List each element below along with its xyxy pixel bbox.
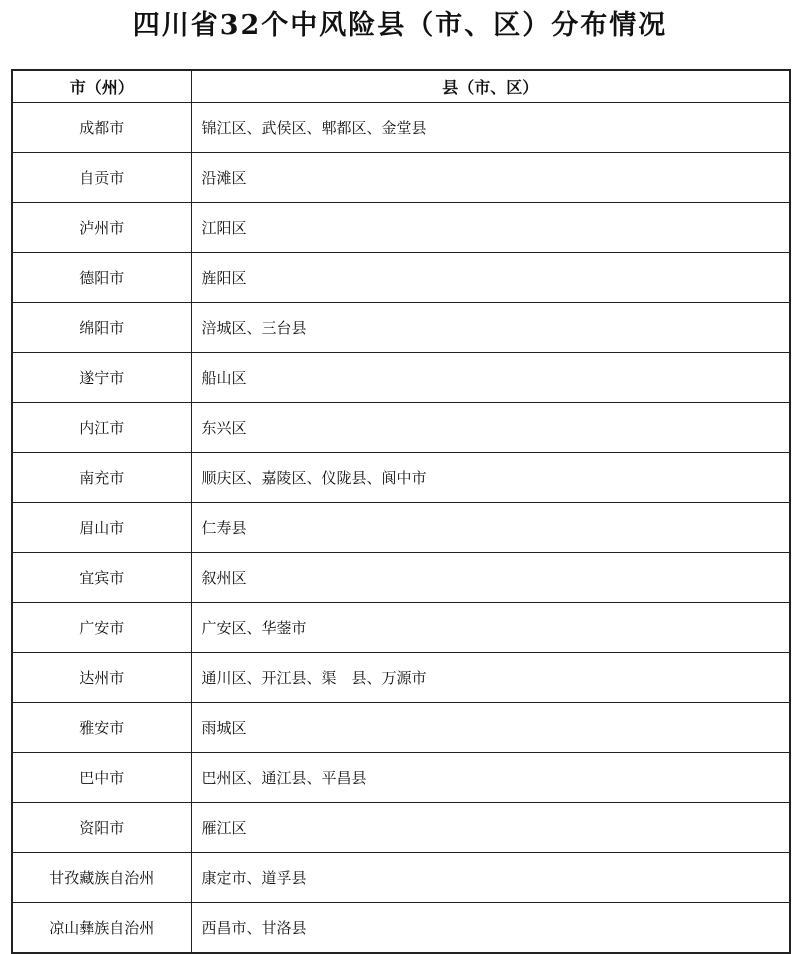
city-cell: 自贡市 [12, 153, 191, 203]
counties-cell: 旌阳区 [191, 253, 790, 303]
table-row [12, 103, 790, 153]
table-row [12, 853, 790, 903]
city-cell: 凉山彝族自治州 [12, 903, 191, 954]
counties-cell: 东兴区 [191, 403, 790, 453]
counties-cell: 船山区 [191, 353, 790, 403]
counties-cell: 涪城区、三台县 [191, 303, 790, 353]
table-row [12, 753, 790, 803]
city-cell: 遂宁市 [12, 353, 191, 403]
counties-cell: 西昌市、甘洛县 [191, 903, 790, 954]
counties-cell: 沿滩区 [191, 153, 790, 203]
counties-cell: 江阳区 [191, 203, 790, 253]
city-cell: 内江市 [12, 403, 191, 453]
header-counties: 县（市、区） [191, 70, 790, 103]
table-row [12, 703, 790, 753]
table-row [12, 353, 790, 403]
counties-cell: 广安区、华蓥市 [191, 603, 790, 653]
table-row [12, 303, 790, 353]
header-city: 市（州） [12, 70, 191, 103]
table-row [12, 453, 790, 503]
city-cell: 南充市 [12, 453, 191, 503]
city-cell: 宜宾市 [12, 553, 191, 603]
counties-cell: 锦江区、武侯区、郫都区、金堂县 [191, 103, 790, 153]
counties-cell: 仁寿县 [191, 503, 790, 553]
city-cell: 巴中市 [12, 753, 191, 803]
city-cell: 眉山市 [12, 503, 191, 553]
table-row [12, 253, 790, 303]
counties-cell: 顺庆区、嘉陵区、仪陇县、阆中市 [191, 453, 790, 503]
city-cell: 广安市 [12, 603, 191, 653]
city-cell: 资阳市 [12, 803, 191, 853]
table-row [12, 503, 790, 553]
city-cell: 甘孜藏族自治州 [12, 853, 191, 903]
city-cell: 泸州市 [12, 203, 191, 253]
table-row [12, 553, 790, 603]
city-cell: 绵阳市 [12, 303, 191, 353]
table-row [12, 603, 790, 653]
table-row [12, 403, 790, 453]
counties-cell: 通川区、开江县、渠 县、万源市 [191, 653, 790, 703]
city-cell: 成都市 [12, 103, 191, 153]
counties-cell: 雁江区 [191, 803, 790, 853]
counties-cell: 叙州区 [191, 553, 790, 603]
table-row [12, 803, 790, 853]
counties-cell: 雨城区 [191, 703, 790, 753]
city-cell: 雅安市 [12, 703, 191, 753]
counties-cell: 康定市、道孚县 [191, 853, 790, 903]
table-row [12, 653, 790, 703]
city-cell: 达州市 [12, 653, 191, 703]
table-row [12, 903, 790, 954]
table-header-row [12, 70, 790, 103]
counties-cell: 巴州区、通江县、平昌县 [191, 753, 790, 803]
table-row [12, 203, 790, 253]
risk-area-table [11, 69, 791, 954]
document-title: 四川省32个中风险县（市、区）分布情况 [132, 10, 668, 41]
table-row [12, 153, 790, 203]
city-cell: 德阳市 [12, 253, 191, 303]
